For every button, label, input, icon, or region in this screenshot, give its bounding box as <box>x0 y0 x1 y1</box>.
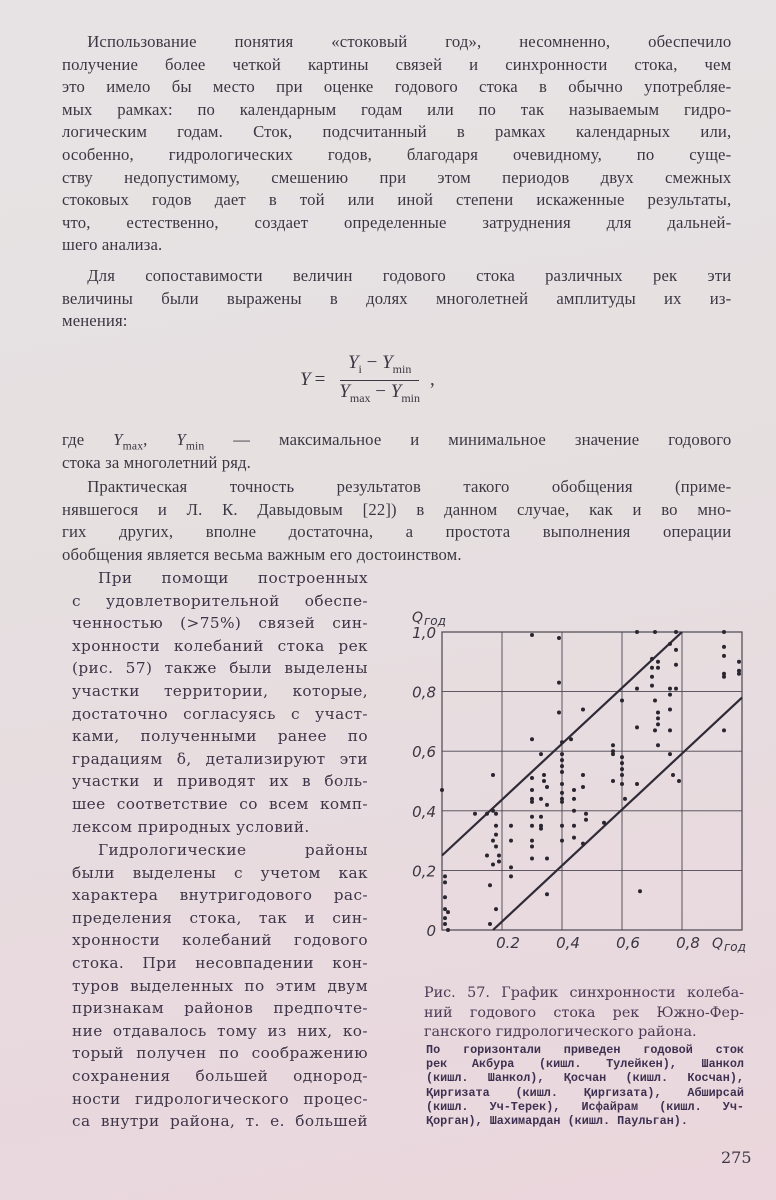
data-point <box>545 785 549 789</box>
data-point <box>560 824 564 828</box>
data-point <box>635 687 639 691</box>
data-point <box>440 788 444 792</box>
data-point <box>620 782 624 786</box>
data-point <box>530 856 534 860</box>
data-point <box>509 824 513 828</box>
text-line: Практическая точность результатов такого обобщения (приме- <box>87 477 732 496</box>
data-point <box>668 693 672 697</box>
data-point <box>722 630 726 634</box>
paragraph-accuracy <box>62 476 731 566</box>
paragraph-districts <box>72 839 368 1133</box>
data-point <box>572 836 576 840</box>
data-point <box>722 675 726 679</box>
data-point <box>656 716 660 720</box>
formula-lhs: Y <box>300 369 311 391</box>
text-line: ченностью (>75%) связей син- <box>72 614 368 633</box>
data-point <box>497 854 501 858</box>
minus: − <box>375 380 387 402</box>
plot-frame <box>442 632 742 930</box>
data-point <box>560 758 564 762</box>
data-point <box>494 845 498 849</box>
data-point <box>722 728 726 732</box>
text-line: достаточно согласуясь с участ- <box>72 704 368 723</box>
data-point <box>530 800 534 804</box>
y-tick-label: 0,2 <box>412 862 436 881</box>
data-point <box>542 773 546 777</box>
data-point <box>545 856 549 860</box>
data-point <box>545 803 549 807</box>
text-line: хронности колебаний стока рек <box>72 636 368 655</box>
formula-comma: , <box>430 369 435 391</box>
text-line: ганского гидрологического района. <box>424 1024 697 1040</box>
sub: i <box>358 361 362 376</box>
y-tick-label: 1,0 <box>412 624 436 642</box>
data-point <box>494 907 498 911</box>
sub: min <box>401 390 421 405</box>
figure-note <box>426 1043 744 1128</box>
data-point <box>545 892 549 896</box>
data-point <box>611 743 615 747</box>
text-line: са внутри района, т. е. большей <box>72 1112 368 1131</box>
text-line: стоковых годов дает в той или иной степени искаженные результаты, <box>62 190 732 210</box>
text-line: шего анализа. <box>62 235 163 255</box>
data-point <box>560 752 564 756</box>
minus: − <box>366 352 378 373</box>
data-point <box>497 859 501 863</box>
synchrony-scatter-chart <box>400 600 776 960</box>
data-point <box>560 839 564 843</box>
data-point <box>443 880 447 884</box>
data-point <box>674 687 678 691</box>
data-point <box>491 839 495 843</box>
data-point <box>491 809 495 813</box>
data-point <box>491 862 495 866</box>
data-point <box>581 842 585 846</box>
data-point <box>620 767 624 771</box>
data-point <box>581 785 585 789</box>
y-tick-label: 0 <box>426 922 436 940</box>
y-tick-label: 0,8 <box>412 683 436 702</box>
formula-numerator <box>340 352 419 381</box>
data-point <box>530 633 534 637</box>
data-point <box>653 728 657 732</box>
text-line: характера внутригодового рас- <box>72 886 368 905</box>
sub: max <box>349 390 371 405</box>
data-point <box>650 657 654 661</box>
y-axis-label: Q <box>412 610 424 626</box>
text-line: Гидрологические районы <box>98 841 368 859</box>
text-line: ками, полученными ранее по <box>72 727 368 746</box>
data-point <box>572 797 576 801</box>
text-line: туров выделенных по этим двум <box>72 976 368 995</box>
var: Y <box>390 380 402 402</box>
var: Y <box>176 430 186 449</box>
data-point <box>674 630 678 634</box>
text-line: нявшегося и Л. К. Давыдовым [22]) в данном случае, как и во мно- <box>62 499 732 519</box>
data-point <box>491 773 495 777</box>
data-point <box>653 699 657 703</box>
data-point <box>668 687 672 691</box>
text-line: По горизонтали приведен годовой сток <box>426 1043 744 1057</box>
text-line: получение более четкой картины связей и синхронности стока, чем <box>62 54 732 74</box>
data-point <box>557 636 561 640</box>
data-point <box>635 725 639 729</box>
lower-bound-line <box>493 698 742 930</box>
data-point <box>656 722 660 726</box>
y-axis-label-sub: год <box>424 614 446 628</box>
text-line: что, естественно, создает определенные затруднения для дальней- <box>62 212 732 232</box>
paragraph-where <box>62 429 731 474</box>
data-point <box>560 740 564 744</box>
data-point <box>530 788 534 792</box>
text-line: участки и приводят их в боль- <box>72 772 368 791</box>
data-point <box>443 895 447 899</box>
x-tick-label: 0,8 <box>676 934 700 952</box>
data-point <box>446 910 450 914</box>
data-point <box>539 815 543 819</box>
text-line: пределения стока, так и син- <box>72 908 368 927</box>
data-point <box>656 710 660 714</box>
data-point <box>557 710 561 714</box>
x-tick-label: 0,6 <box>616 934 640 952</box>
text-line: ний годового стока рек Южно-Фер- <box>424 1004 744 1021</box>
data-point <box>584 812 588 816</box>
var: Y <box>339 380 350 402</box>
x-tick-label: 0,4 <box>556 934 580 952</box>
data-point <box>638 889 642 893</box>
text-line: обобщения является весьма важным его достоинством. <box>62 544 462 564</box>
data-point <box>620 761 624 765</box>
text-line: величины были выражены в долях многолетней амплитуды их из- <box>62 288 732 308</box>
data-point <box>560 770 564 774</box>
x-axis-label-sub: год <box>724 940 746 954</box>
text-line: Рис. 57. График синхронности колеба- <box>424 985 744 1001</box>
x-tick-label: 0.2 <box>496 934 520 952</box>
text-line: хронности колебаний годового <box>72 931 368 950</box>
text-line: мых рамках: по календарным годам или по так называемым гидро- <box>62 99 732 119</box>
text-line: Қиргизата (кишл. Қиргизата), Абширсай <box>426 1085 744 1100</box>
page-number: 275 <box>721 1148 752 1167</box>
paragraph-stock-year <box>62 31 731 257</box>
text-line: участки территории, которые, <box>72 681 368 700</box>
text-line: градациям δ, детализируют эти <box>72 749 368 768</box>
text-line: были выделены с учетом как <box>72 863 368 882</box>
data-point <box>572 824 576 828</box>
data-point <box>674 663 678 667</box>
data-point <box>635 630 639 634</box>
data-point <box>569 737 573 741</box>
text-line: Қорган), Шахимардан (кишл. Паульган). <box>426 1113 688 1128</box>
text-line: Для сопоставимости величин годового стока различных рек эти <box>87 266 732 285</box>
data-point <box>488 922 492 926</box>
sub: min <box>392 361 412 376</box>
data-point <box>560 764 564 768</box>
paragraph-synchrony <box>72 567 368 838</box>
data-point <box>509 874 513 878</box>
text-line: особенно, гидрологических годов, благодаря очевидному, по суще- <box>62 144 732 164</box>
data-point <box>656 743 660 747</box>
data-point <box>581 707 585 711</box>
data-point <box>509 865 513 869</box>
x-axis-label: Q <box>712 936 724 952</box>
data-point <box>650 666 654 670</box>
data-point <box>668 642 672 646</box>
data-point <box>671 773 675 777</box>
data-point <box>530 839 534 843</box>
figure-caption <box>424 984 744 1043</box>
formula-equals: = <box>314 369 326 391</box>
y-tick-label: 0,6 <box>412 743 436 762</box>
data-point <box>737 660 741 664</box>
data-point <box>722 645 726 649</box>
data-point <box>473 812 477 816</box>
data-point <box>530 824 534 828</box>
text-line: шее соответствие со всем комп- <box>72 794 368 813</box>
data-point <box>560 800 564 804</box>
comma: , <box>143 430 148 449</box>
var: Y <box>347 352 359 373</box>
data-point <box>494 824 498 828</box>
text-line: признакам районов предпочте- <box>72 999 368 1018</box>
text-line: (кишл. Шанкол), Қосчан (кишл. Косчан), <box>426 1071 744 1086</box>
text-line: Использование понятия «стоковый год», несомненно, обеспечило <box>87 32 732 51</box>
text-line: логическим годам. Сток, подсчитанный в рамках календарных или, <box>62 122 732 142</box>
data-point <box>542 779 546 783</box>
data-point <box>539 752 543 756</box>
data-point <box>674 648 678 652</box>
text-line: менения: <box>62 311 128 331</box>
data-point <box>656 666 660 670</box>
data-point <box>443 916 447 920</box>
data-point <box>485 812 489 816</box>
sub: max <box>122 438 144 453</box>
data-point <box>635 782 639 786</box>
data-point <box>620 755 624 759</box>
formula-denominator <box>333 381 426 409</box>
word: где <box>62 430 85 449</box>
data-point <box>611 752 615 756</box>
data-point <box>530 776 534 780</box>
text-line: торый получен по соображению <box>72 1044 368 1063</box>
data-point <box>560 791 564 795</box>
data-point <box>572 809 576 813</box>
data-point <box>509 839 513 843</box>
text-line: гих других, вполне достаточна, а простота выполнения операции <box>62 522 732 542</box>
data-point <box>650 675 654 679</box>
text-line: сохранения большей однород- <box>72 1066 368 1085</box>
sub: min <box>185 438 205 453</box>
data-point <box>446 928 450 932</box>
paragraph-comparability <box>62 265 731 333</box>
data-point <box>584 818 588 822</box>
data-point <box>668 728 672 732</box>
data-point <box>488 883 492 887</box>
text-line: ству недопустимому, смешению при этом периодов двух смежных <box>62 167 732 187</box>
text-line: стока. При несовпадении кон- <box>72 953 368 972</box>
text: — максимальное и минимальное значение годового <box>233 430 732 449</box>
data-point <box>581 773 585 777</box>
data-point <box>623 797 627 801</box>
data-point <box>494 833 498 837</box>
var: Y <box>382 352 393 373</box>
data-point <box>650 684 654 688</box>
text-line: рек Акбура (кишл. Тулейкен), Шанкол <box>426 1057 744 1072</box>
data-point <box>539 827 543 831</box>
data-point <box>530 815 534 819</box>
y-tick-label: 0,4 <box>412 802 436 821</box>
text-line: (кишл. Уч-Терек), Исфайрам (кишл. Уч- <box>426 1099 744 1114</box>
data-point <box>653 630 657 634</box>
data-point <box>620 699 624 703</box>
data-point <box>668 752 672 756</box>
normalization-formula <box>300 352 435 409</box>
data-point <box>722 654 726 658</box>
data-point <box>539 797 543 801</box>
data-point <box>560 782 564 786</box>
data-point <box>443 922 447 926</box>
data-point <box>602 821 606 825</box>
data-point <box>611 779 615 783</box>
data-point <box>737 672 741 676</box>
data-point <box>677 779 681 783</box>
data-point <box>668 707 672 711</box>
data-point <box>530 737 534 741</box>
data-point <box>572 788 576 792</box>
data-point <box>485 854 489 858</box>
text-line <box>62 429 731 452</box>
text-line: с удовлетворительной обеспе- <box>72 591 368 610</box>
data-point <box>656 660 660 664</box>
data-point <box>443 907 447 911</box>
data-point <box>530 845 534 849</box>
data-point <box>494 812 498 816</box>
text-line: лексом природных условий. <box>72 817 310 836</box>
text-line: (рис. 57) также были выделены <box>72 659 368 678</box>
data-point <box>620 773 624 777</box>
data-point <box>443 874 447 878</box>
text-line: ние отдавалось тому из них, ко- <box>72 1021 368 1040</box>
var: Y <box>113 430 123 449</box>
text-line: При помощи построенных <box>98 569 368 587</box>
formula-fraction <box>333 352 426 409</box>
data-point <box>557 681 561 685</box>
text-line: ности гидрологического процес- <box>72 1089 368 1108</box>
text-line: стока за многолетний ряд. <box>62 452 251 472</box>
text-line: это имело бы место при оценке годового стока в обычно употребляе- <box>62 77 732 97</box>
